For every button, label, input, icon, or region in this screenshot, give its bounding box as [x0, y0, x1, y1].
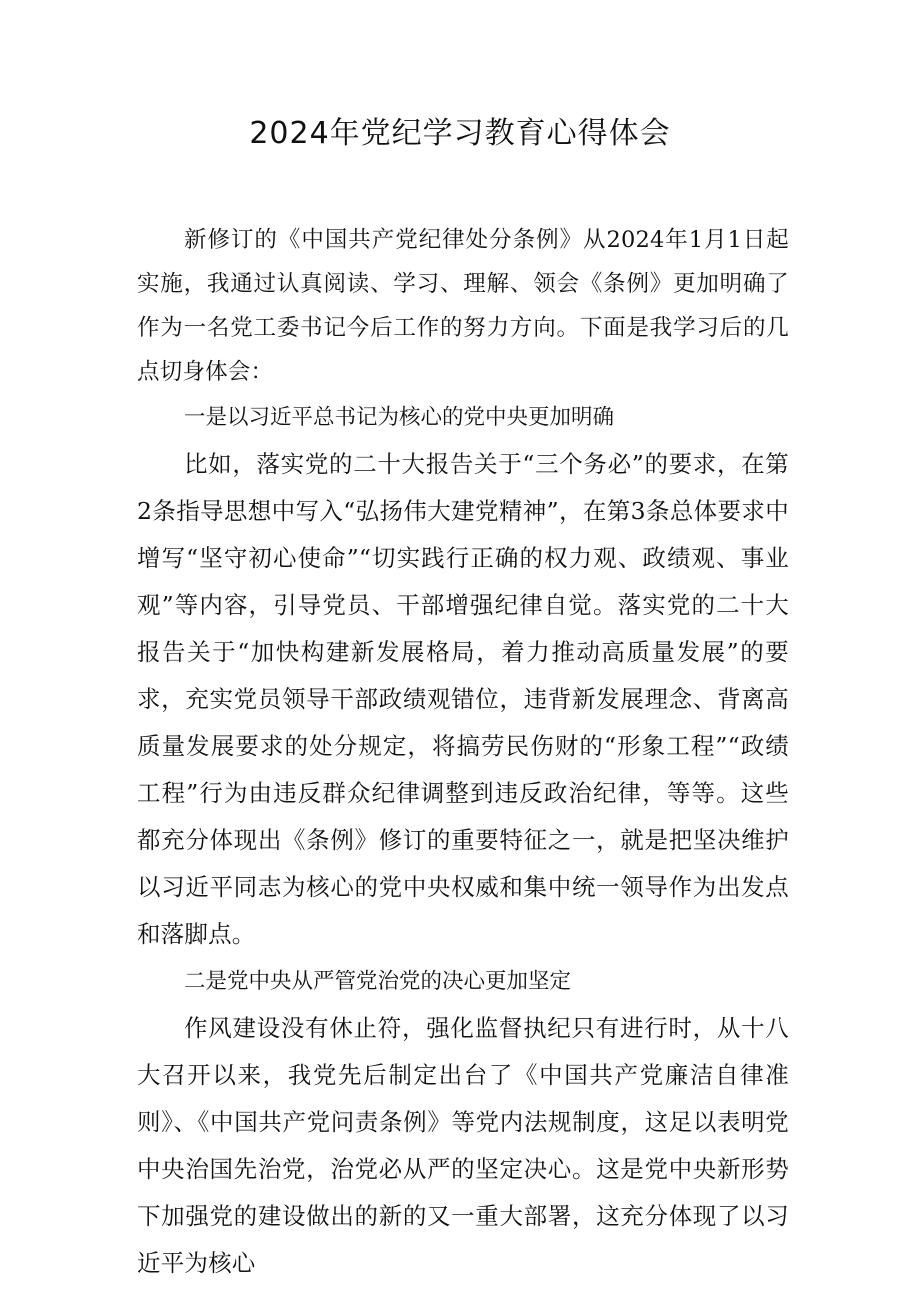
section-heading-1: 一是以习近平总书记为核心的党中央更加明确	[184, 405, 615, 430]
section-paragraph-2: 作风建设没有休止符，强化监督执纪只有进行时，从十八大召开以来，我党先后制定出台了《中国共产党廉洁自律准则》、《中国共产党问责条例》等党内法规制度，这足以表明党中央治国先治党，治党必从严的坚定决心。这是党中央新形势下加强党的建设做出的新的又一重大部署，这充分体现了以习近平为核心	[137, 1014, 789, 1277]
document-body	[137, 218, 789, 1287]
section-paragraph-1: 比如，落实党的二十大报告关于“三个务必”的要求，在第2条指导思想中写入“弘扬伟大建党精神”，在第3条总体要求中增写“坚守初心使命”“切实践行正确的权力观、政绩观、事业观”等内容，引导党员、干部增强纪律自觉。落实党的二十大报告关于“加快构建新发展格局，着力推动高质量发展”的要求，充实党员领导干部政绩观错位，违背新发展理念、背离高质量发展要求的处分规定，将搞劳民伤财的“形象工程”“政绩工程”行为由违反群众纪律调整到违反政治纪律，等等。这些都充分体现出《条例》修订的重要特征之一，就是把坚决维护以习近平同志为核心的党中央权威和集中统一领导作为出发点和落脚点。	[137, 450, 789, 948]
document-title: 2024年党纪学习教育心得体会	[249, 116, 671, 151]
intro-paragraph: 新修订的《中国共产党纪律处分条例》从2024年1月1日起实施，我通过认真阅读、学习、理解、领会《条例》更加明确了作为一名党工委书记今后工作的努力方向。下面是我学习后的几点切身体会：	[137, 227, 789, 385]
section-heading-2: 二是党中央从严管党治党的决心更加坚定	[184, 969, 572, 994]
